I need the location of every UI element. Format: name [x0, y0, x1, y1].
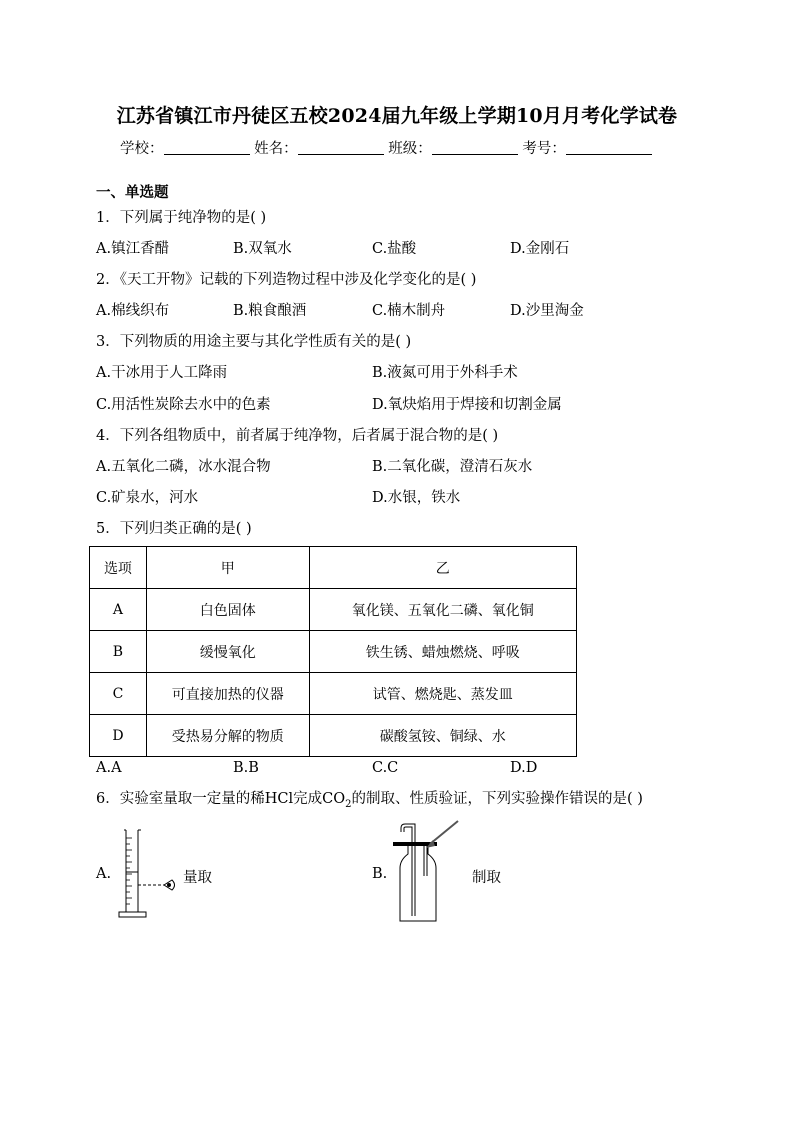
eye-icon — [164, 880, 175, 890]
table-cell: 铁生锈、蜡烛燃烧、呼吸 — [309, 631, 576, 673]
q2-option-a[interactable]: A.棉线织布 — [96, 303, 170, 319]
q6-stem-subscript: 2 — [345, 798, 352, 810]
table-header-row — [90, 547, 577, 589]
q1-option-b[interactable]: B.双氧水 — [233, 241, 292, 257]
q5-option-b[interactable]: B.B — [233, 760, 259, 776]
q6-option-b[interactable]: B. — [372, 866, 388, 882]
q6-stem-pre: 6．实验室量取一定量的稀HCl完成CO — [96, 791, 346, 807]
q3-option-d[interactable]: D.氧炔焰用于焊接和切割金属 — [372, 397, 562, 413]
table-cell: B — [90, 631, 147, 673]
q2-option-b[interactable]: B.粮食酿酒 — [233, 303, 307, 319]
graduated-cylinder-figure — [114, 828, 184, 920]
exam-title: 江苏省镇江市丹徒区五校2024届九年级上学期10月月考化学试卷 — [116, 105, 678, 127]
table-cell: C — [90, 673, 147, 715]
table-cell: 可直接加热的仪器 — [146, 673, 309, 715]
table-cell: 缓慢氧化 — [146, 631, 309, 673]
class-blank[interactable] — [432, 140, 518, 155]
exam-no-blank[interactable] — [566, 140, 652, 155]
table-cell: 白色固体 — [146, 589, 309, 631]
table-row — [90, 589, 577, 631]
q4-option-c[interactable]: C.矿泉水，河水 — [96, 490, 199, 506]
name-blank[interactable] — [298, 140, 384, 155]
table-header-cell: 甲 — [146, 547, 309, 589]
q1-option-d[interactable]: D.金刚石 — [510, 241, 570, 257]
name-label: 姓名： — [254, 141, 298, 157]
exam-no-label: 考号： — [522, 141, 566, 157]
q2-option-d[interactable]: D.沙里淘金 — [510, 303, 584, 319]
school-blank[interactable] — [164, 140, 250, 155]
class-label: 班级： — [388, 141, 432, 157]
question-4-stem: 4．下列各组物质中，前者属于纯净物，后者属于混合物的是( ) — [96, 428, 499, 444]
table-cell: 受热易分解的物质 — [146, 715, 309, 757]
section-heading: 一、单选题 — [96, 184, 169, 201]
question-1-stem: 1．下列属于纯净物的是( ) — [96, 210, 267, 226]
figure-b-label: 制取 — [472, 870, 501, 886]
table-row — [90, 673, 577, 715]
q4-option-d[interactable]: D.水银，铁水 — [372, 490, 461, 506]
table-cell: 碳酸氢铵、铜绿、水 — [309, 715, 576, 757]
table-cell: D — [90, 715, 147, 757]
question-6-stem — [96, 787, 643, 810]
question-3-stem: 3．下列物质的用途主要与其化学性质有关的是( ) — [96, 334, 412, 350]
figure-a-label: 量取 — [183, 870, 212, 886]
table-cell: 氧化镁、五氧化二磷、氧化铜 — [309, 589, 576, 631]
table-cell: 试管、燃烧匙、蒸发皿 — [309, 673, 576, 715]
q3-option-a[interactable]: A.干冰用于人工降雨 — [96, 365, 228, 381]
q6-option-a[interactable]: A. — [96, 866, 112, 882]
q5-option-d[interactable]: D.D — [510, 760, 538, 776]
gas-generation-bottle-figure — [390, 818, 465, 924]
dropper-arrow-icon — [426, 821, 458, 848]
table-row — [90, 715, 577, 757]
q5-option-c[interactable]: C.C — [372, 760, 399, 776]
classification-table — [89, 546, 577, 757]
table-header-cell: 选项 — [90, 547, 147, 589]
q4-option-b[interactable]: B.二氧化碳，澄清石灰水 — [372, 459, 533, 475]
q3-option-b[interactable]: B.液氮可用于外科手术 — [372, 365, 518, 381]
student-info-line — [120, 137, 652, 158]
q4-option-a[interactable]: A.五氧化二磷，冰水混合物 — [96, 459, 271, 475]
q2-option-c[interactable]: C.楠木制舟 — [372, 303, 446, 319]
q1-option-c[interactable]: C.盐酸 — [372, 241, 417, 257]
q3-option-c[interactable]: C.用活性炭除去水中的色素 — [96, 397, 271, 413]
question-2-stem: 2．《天工开物》记载的下列造物过程中涉及化学变化的是( ) — [96, 272, 477, 288]
table-header-cell: 乙 — [309, 547, 576, 589]
question-5-stem: 5．下列归类正确的是( ) — [96, 521, 252, 537]
table-cell: A — [90, 589, 147, 631]
table-row — [90, 631, 577, 673]
school-label: 学校： — [120, 141, 164, 157]
q6-stem-post: 的制取、性质验证，下列实验操作错误的是( ) — [351, 791, 643, 807]
q1-option-a[interactable]: A.镇江香醋 — [96, 241, 170, 257]
q5-option-a[interactable]: A.A — [96, 760, 122, 776]
